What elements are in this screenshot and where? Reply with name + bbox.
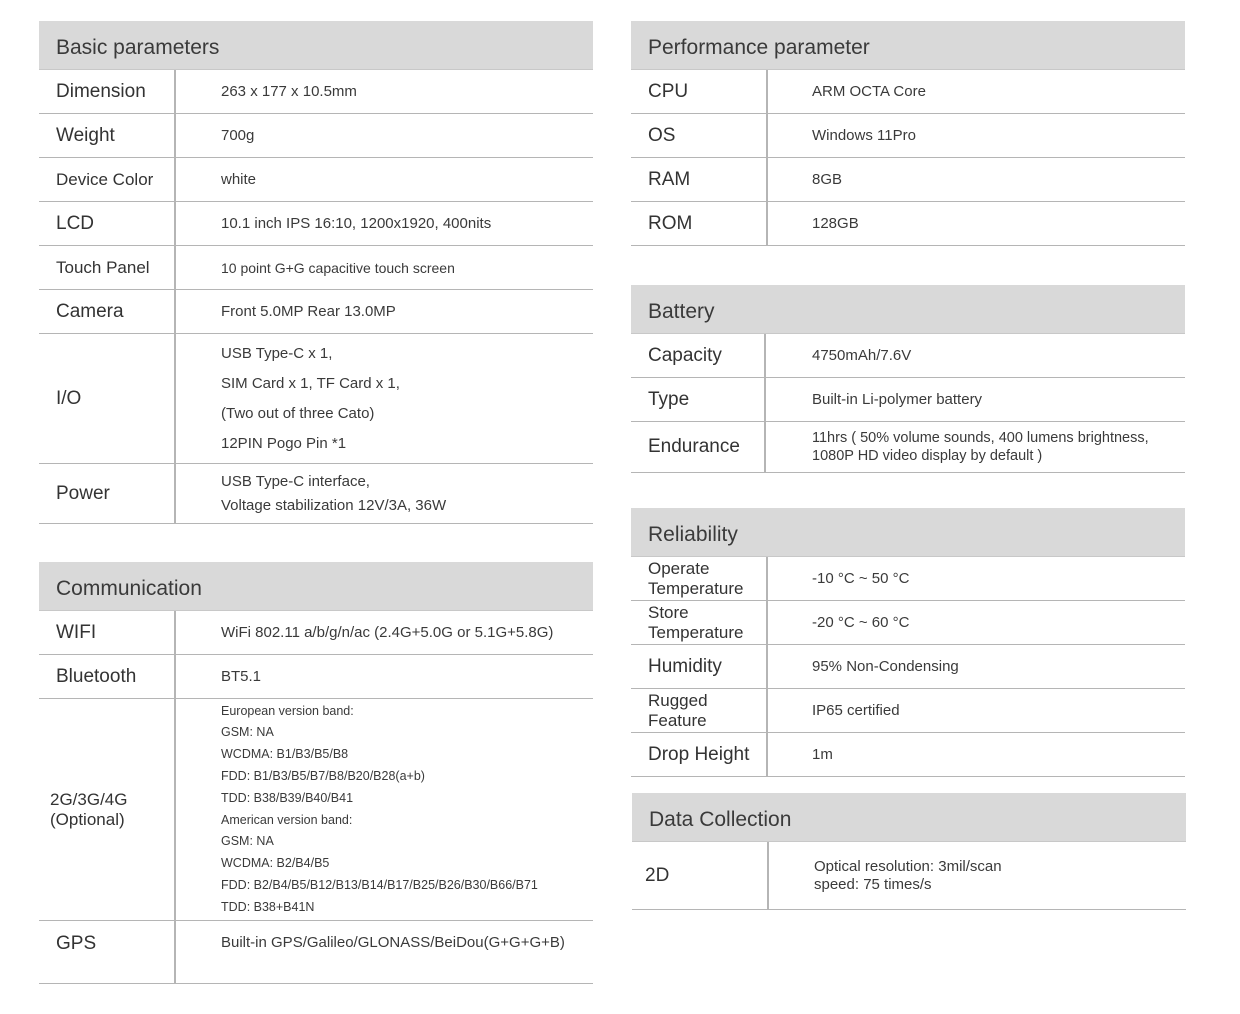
spec-row-camera (39, 290, 593, 334)
spec-label-line: 2G/3G/4G (50, 789, 128, 809)
spec-row-rom (631, 202, 1185, 246)
spec-value-line: TDD: B38+B41N (221, 899, 315, 914)
spec-value: 4750mAh/7.6V (812, 347, 912, 364)
spec-value: 128GB (812, 215, 859, 232)
spec-row-operate-temperature (631, 557, 1185, 601)
spec-label: Type (648, 388, 690, 410)
spec-value-line: FDD: B1/B3/B5/B7/B8/B20/B28(a+b) (221, 768, 425, 783)
spec-row-dimension (39, 70, 593, 114)
spec-value-line: 1080P HD video display by default ) (812, 448, 1043, 464)
spec-value: Built-in Li-polymer battery (812, 391, 983, 408)
spec-value: Windows 11Pro (812, 127, 916, 144)
spec-value: 10 point G+G capacitive touch screen (221, 259, 455, 276)
spec-label: CPU (648, 80, 689, 102)
spec-value: 95% Non-Condensing (812, 658, 959, 675)
section-header (39, 562, 593, 611)
spec-label: RAM (648, 168, 691, 190)
spec-label (631, 689, 766, 732)
performance-section (631, 21, 1185, 246)
spec-value-line: GSM: NA (221, 834, 274, 849)
spec-label: Touch Panel (56, 257, 150, 277)
section-title: Data Collection (649, 808, 792, 831)
spec-label: Camera (56, 300, 124, 322)
battery-section (631, 285, 1185, 473)
spec-value: Front 5.0MP Rear 13.0MP (221, 303, 396, 320)
spec-row-humidity (631, 645, 1185, 689)
spec-value-line: FDD: B2/B4/B5/B12/B13/B14/B17/B25/B26/B30/B66/B71 (221, 877, 538, 892)
spec-label (631, 601, 766, 644)
spec-label: Drop Height (648, 743, 750, 765)
spec-value-line: speed: 75 times/s (814, 875, 932, 893)
spec-row-rugged-feature (631, 689, 1185, 733)
spec-value-line: SIM Card x 1, TF Card x 1, (221, 374, 400, 392)
section-header (39, 21, 593, 70)
spec-row-ram (631, 158, 1185, 202)
section-header (632, 793, 1186, 842)
spec-row-power (39, 464, 593, 524)
spec-row-gps (39, 921, 593, 984)
spec-value: WiFi 802.11 a/b/g/n/ac (2.4G+5.0G or 5.1G+5.8G) (221, 624, 554, 641)
spec-label: WIFI (56, 621, 97, 643)
spec-value: white (221, 171, 257, 188)
section-title: Basic parameters (56, 36, 220, 59)
spec-value-line: Voltage stabilization 12V/3A, 36W (221, 496, 447, 514)
spec-row-touch-panel (39, 246, 593, 290)
spec-value-line: Optical resolution: 3mil/scan (814, 857, 1002, 875)
reliability-section (631, 508, 1185, 777)
spec-value: BT5.1 (221, 668, 262, 685)
spec-row-io (39, 334, 593, 464)
basic-parameters-section (39, 21, 593, 524)
communication-section (39, 562, 593, 984)
spec-label: Capacity (648, 344, 722, 366)
spec-value: 263 x 177 x 10.5mm (221, 83, 357, 100)
spec-row-cellular (39, 699, 593, 921)
spec-row-device-color (39, 158, 593, 202)
spec-value-line: 12PIN Pogo Pin *1 (221, 434, 347, 452)
spec-row-cpu (631, 70, 1185, 114)
spec-label-line: Store (648, 602, 689, 622)
spec-row-drop-height (631, 733, 1185, 777)
spec-row-2d (632, 842, 1186, 910)
spec-value-line: TDD: B38/B39/B40/B41 (221, 790, 354, 805)
section-title: Battery (648, 300, 715, 323)
spec-row-wifi (39, 611, 593, 655)
spec-label: Bluetooth (56, 665, 137, 687)
spec-label-line: Temperature (648, 578, 744, 598)
spec-value-line: WCDMA: B1/B3/B5/B8 (221, 747, 349, 762)
spec-label: I/O (56, 387, 82, 409)
spec-value: -10 °C ~ 50 °C (812, 570, 910, 587)
spec-label-line: Rugged (648, 690, 708, 710)
spec-value: 10.1 inch IPS 16:10, 1200x1920, 400nits (221, 215, 492, 232)
spec-value-line: European version band: (221, 703, 354, 718)
section-header (631, 21, 1185, 70)
section-header (631, 285, 1185, 334)
spec-label: GPS (56, 933, 97, 954)
spec-label: ROM (648, 212, 693, 234)
spec-value: 700g (221, 127, 255, 144)
spec-row-store-temperature (631, 601, 1185, 645)
spec-row-lcd (39, 202, 593, 246)
spec-label-line: (Optional) (50, 809, 125, 829)
spec-label: Power (56, 482, 110, 504)
section-title: Performance parameter (648, 36, 870, 59)
spec-label: OS (648, 124, 676, 146)
spec-value-line: USB Type-C x 1, (221, 344, 333, 362)
spec-row-capacity (631, 334, 1185, 378)
spec-label: 2D (645, 864, 670, 886)
spec-label: Humidity (648, 655, 722, 677)
spec-label: Weight (56, 124, 115, 146)
spec-label: Endurance (648, 436, 740, 457)
spec-label: LCD (56, 212, 95, 234)
spec-label-line: Temperature (648, 622, 744, 642)
spec-value-line: (Two out of three Cato) (221, 404, 375, 422)
spec-row-bluetooth (39, 655, 593, 699)
spec-value: Built-in GPS/Galileo/GLONASS/BeiDou(G+G+G+B) (221, 934, 565, 951)
spec-row-weight (39, 114, 593, 158)
spec-label-line: Operate (648, 558, 710, 578)
section-header (631, 508, 1185, 557)
spec-label-line: Feature (648, 710, 707, 730)
spec-value-line: American version band: (221, 812, 353, 827)
spec-value-line: WCDMA: B2/B4/B5 (221, 856, 330, 871)
spec-value-line: 11hrs ( 50% volume sounds, 400 lumens brightness, (812, 430, 1149, 446)
spec-value: ARM OCTA Core (812, 83, 926, 100)
spec-value: IP65 certified (812, 702, 900, 719)
spec-label (631, 557, 766, 600)
spec-value-line: USB Type-C interface, (221, 472, 370, 490)
spec-value: 1m (812, 746, 833, 763)
spec-row-os (631, 114, 1185, 158)
spec-value-line: GSM: NA (221, 725, 274, 740)
spec-label (39, 699, 174, 920)
spec-value: 8GB (812, 171, 843, 188)
data-collection-section (632, 793, 1186, 910)
section-title: Communication (56, 577, 202, 600)
spec-label: Device Color (56, 169, 154, 189)
spec-label: Dimension (56, 80, 146, 102)
spec-value: -20 °C ~ 60 °C (812, 614, 910, 631)
spec-row-endurance (631, 422, 1185, 473)
section-title: Reliability (648, 523, 738, 546)
spec-row-type (631, 378, 1185, 422)
